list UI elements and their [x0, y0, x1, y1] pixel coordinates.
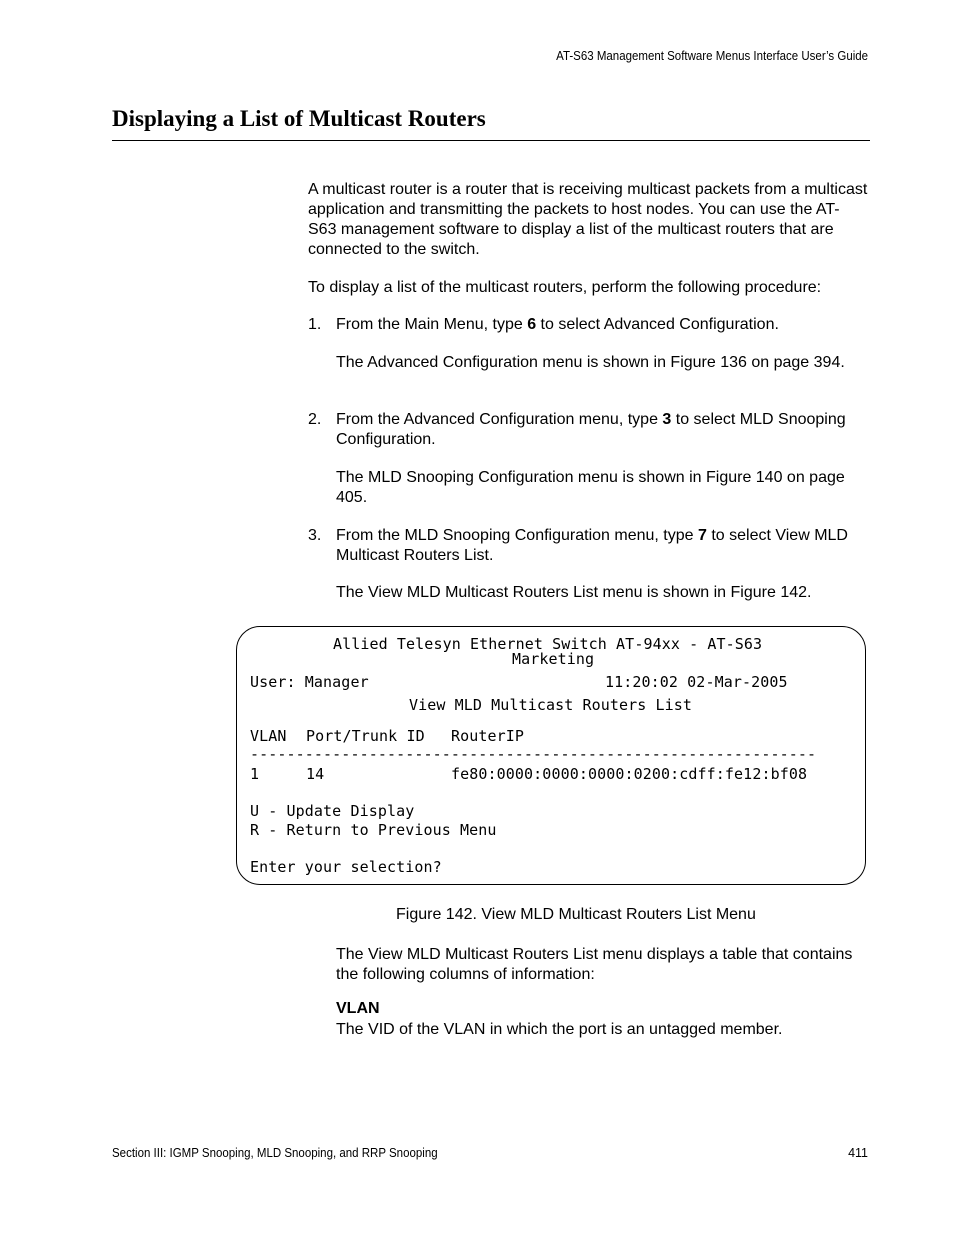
step-text-pre: From the Main Menu, type — [336, 316, 528, 333]
terminal-user: User: Manager — [250, 673, 369, 691]
step-text-post: to select Advanced Configuration. — [536, 316, 779, 333]
step-number: 1. — [308, 316, 322, 333]
running-header: AT-S63 Management Software Menus Interface User’s Guide — [556, 49, 868, 63]
section-title: Displaying a List of Multicast Routers — [112, 106, 486, 131]
step-text-post: to select MLD Snooping Configuration. — [336, 411, 846, 448]
intro-paragraph — [308, 180, 868, 260]
step-2-note: The MLD Snooping Configuration menu is shown in Figure 140 on page 405. — [336, 469, 845, 506]
terminal-separator: -------------------------------------------------------------- — [250, 745, 817, 763]
title-rule — [112, 140, 870, 141]
step-text-post: to select View MLD Multicast Routers List. — [336, 527, 848, 564]
step-key: 6 — [527, 316, 537, 333]
footer-section: Section III: IGMP Snooping, MLD Snooping, and RRP Snooping — [112, 1146, 438, 1160]
intro-text: A multicast router is a router that is receiving multicast packets from a multicast application and transmitting the packets to host nodes. You can use the AT-S63 management software to display a list of the multicast routers that are connected to the switch. — [308, 181, 868, 258]
column-header-vlan: VLAN — [250, 727, 287, 745]
terminal-location: Marketing — [512, 650, 595, 668]
definition-text: The VID of the VLAN in which the port is an untagged member. — [336, 1021, 783, 1038]
terminal-screen — [236, 626, 866, 885]
procedure-intro — [308, 278, 868, 298]
step-key: 3 — [662, 411, 672, 428]
step-3-note: The View MLD Multicast Routers List menu is shown in Figure 142. — [336, 584, 812, 601]
procedure-intro-text: To display a list of the multicast routers, perform the following procedure: — [308, 279, 822, 296]
step-key: 7 — [697, 527, 707, 544]
table-row-vlan: 1 — [250, 765, 260, 783]
table-row-router: fe80:0000:0000:0000:0200:cdff:fe12:bf08 — [451, 765, 808, 783]
step-text — [336, 410, 868, 450]
definition-term: VLAN — [336, 1000, 380, 1017]
step-text-pre: From the MLD Snooping Configuration menu, type — [336, 527, 698, 544]
figure-caption: Figure 142. View MLD Multicast Routers List Menu — [396, 906, 756, 923]
step-text — [336, 315, 868, 335]
step-number: 2. — [308, 411, 322, 428]
column-header-port: Port/Trunk ID — [306, 727, 425, 745]
menu-option-return[interactable]: R - Return to Previous Menu — [250, 821, 497, 839]
table-row-port: 14 — [306, 765, 325, 783]
column-header-router: RouterIP — [451, 727, 525, 745]
menu-option-update[interactable]: U - Update Display — [250, 802, 415, 820]
after-paragraph: The View MLD Multicast Routers List menu displays a table that contains the following columns of information: — [336, 946, 853, 983]
step-number: 3. — [308, 527, 322, 544]
page-number: 411 — [848, 1146, 868, 1160]
step-1-note: The Advanced Configuration menu is shown in Figure 136 on page 394. — [336, 354, 845, 371]
terminal-menu-title: View MLD Multicast Routers List — [409, 696, 693, 714]
step-text — [336, 526, 868, 566]
terminal-datetime: 11:20:02 02-Mar-2005 — [605, 673, 788, 691]
terminal-banner: Allied Telesyn Ethernet Switch AT-94xx - AT-S63 — [333, 635, 763, 653]
step-text-pre: From the Advanced Configuration menu, type — [336, 411, 663, 428]
selection-prompt: Enter your selection? — [250, 858, 442, 876]
